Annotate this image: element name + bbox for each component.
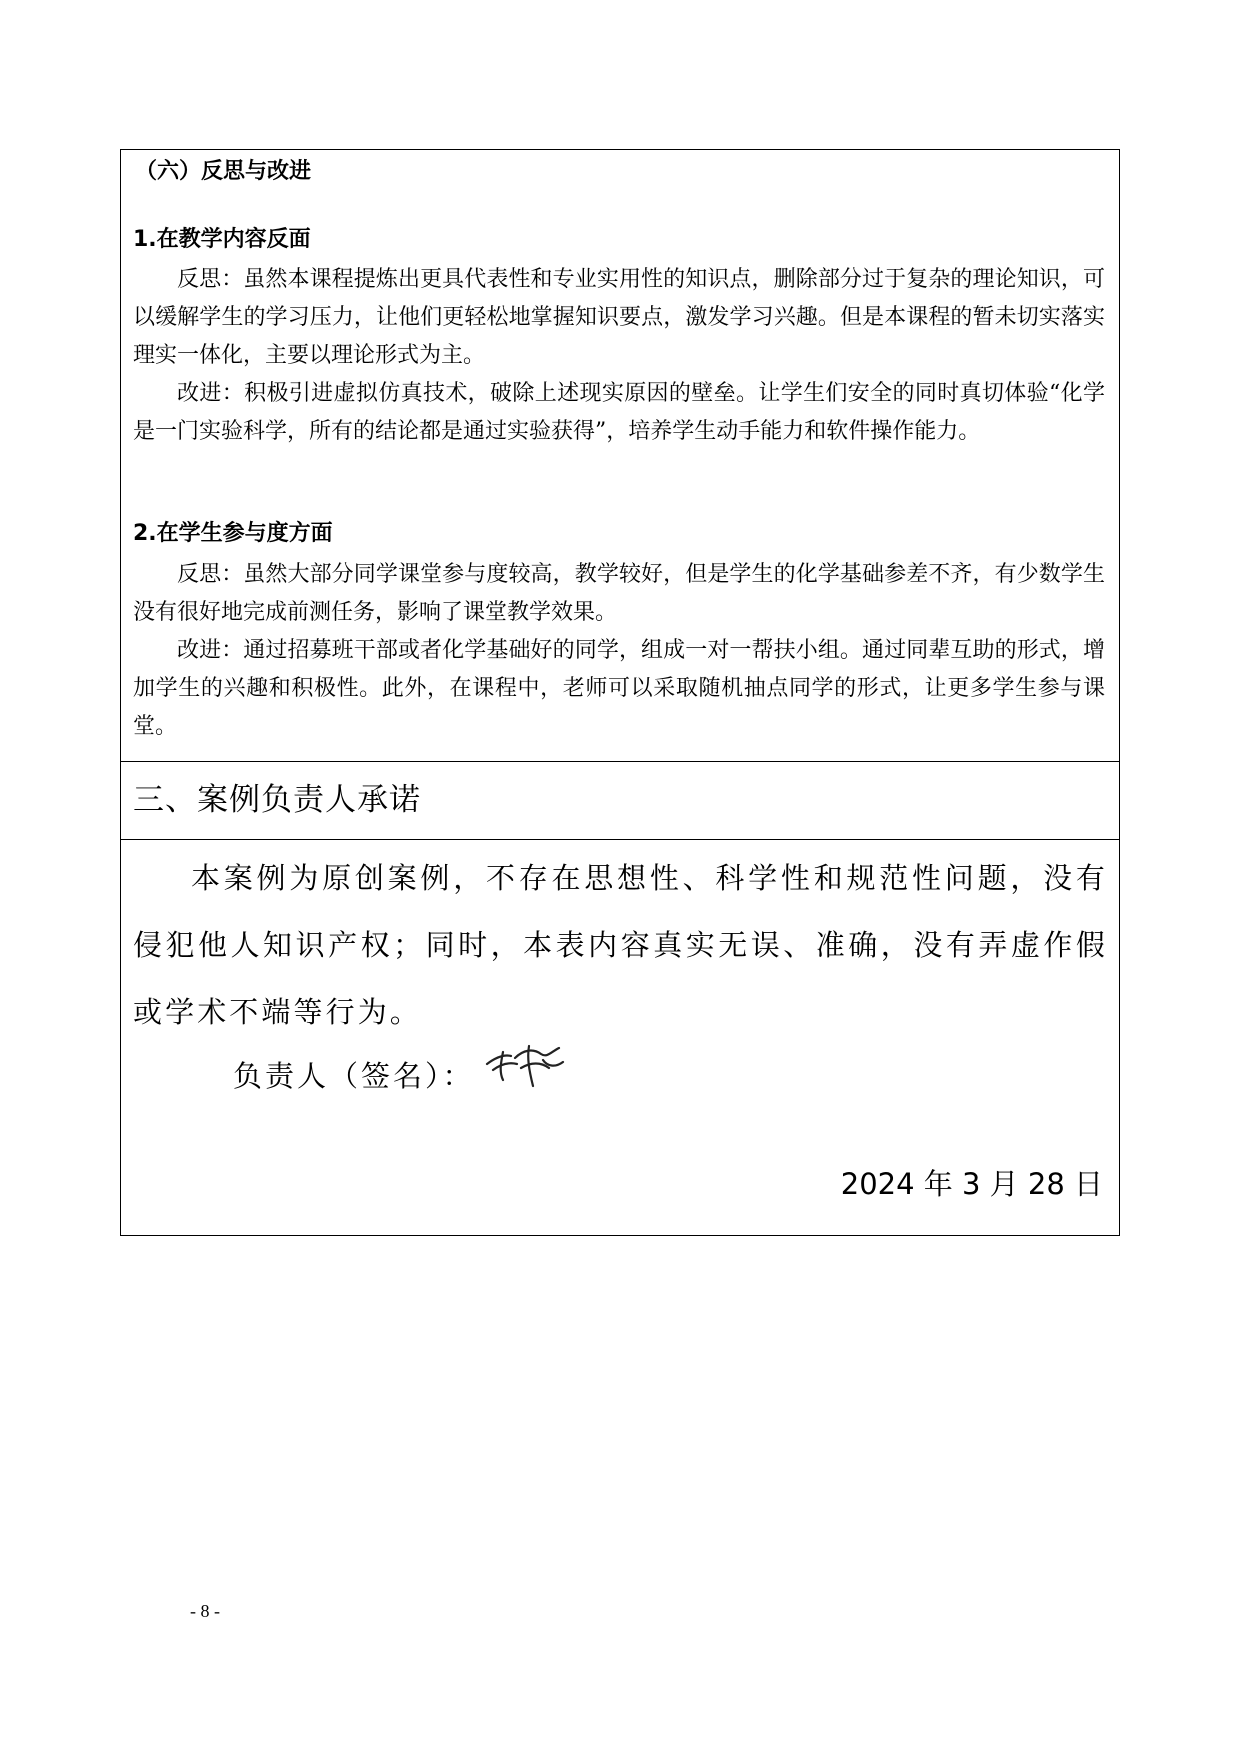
handwritten-signature bbox=[481, 1040, 571, 1090]
page-number: - 8 - bbox=[190, 1601, 220, 1621]
content-reflection-paragraph: 反思：虽然本课程提炼出更具代表性和专业实用性的知识点，删除部分过于复杂的理论知识，可以缓解学生的学习压力，让他们更轻松地掌握知识要点，激发学习兴趣。但是本课程的暂未切实落实理实一体化，主要以理论形式为主。 bbox=[133, 267, 1105, 368]
section-title: （六）反思与改进 bbox=[135, 159, 312, 184]
participation-reflection-paragraph: 反思：虽然大部分同学课堂参与度较高，教学较好，但是学生的化学基础参差不齐，有少数学生没有很好地完成前测任务，影响了课堂教学效果。 bbox=[133, 562, 1105, 625]
participation-improvement-paragraph: 改进：通过招募班干部或者化学基础好的同学，组成一对一帮扶小组。通过同辈互助的形式，增加学生的兴趣和积极性。此外，在课程中，老师可以采取随机抽点同学的形式，让更多学生参与课堂。 bbox=[133, 638, 1105, 739]
case-table bbox=[120, 149, 1120, 1236]
commitment-heading: 三、案例负责人承诺 bbox=[133, 782, 421, 818]
commitment-date: 2024 年 3 月 28 日 bbox=[840, 1167, 1103, 1201]
content-improvement-paragraph: 改进：积极引进虚拟仿真技术，破除上述现实原因的壁垒。让学生们安全的同时真切体验“化学是一门实验科学，所有的结论都是通过实验获得”，培养学生动手能力和软件操作能力。 bbox=[133, 381, 1105, 444]
commitment-header-cell bbox=[121, 762, 1119, 840]
subsection-heading-participation: 2.在学生参与度方面 bbox=[133, 521, 333, 546]
subsection-heading-content: 1.在教学内容反面 bbox=[133, 227, 311, 252]
signature-label: 负责人（签名）： bbox=[233, 1059, 475, 1093]
reflection-cell bbox=[121, 150, 1119, 762]
commitment-cell bbox=[121, 840, 1119, 1235]
commitment-text: 本案例为原创案例，不存在思想性、科学性和规范性问题，没有侵犯他人知识产权；同时，本表内容真实无误、准确，没有弄虚作假或学术不端等行为。 bbox=[133, 861, 1108, 1029]
